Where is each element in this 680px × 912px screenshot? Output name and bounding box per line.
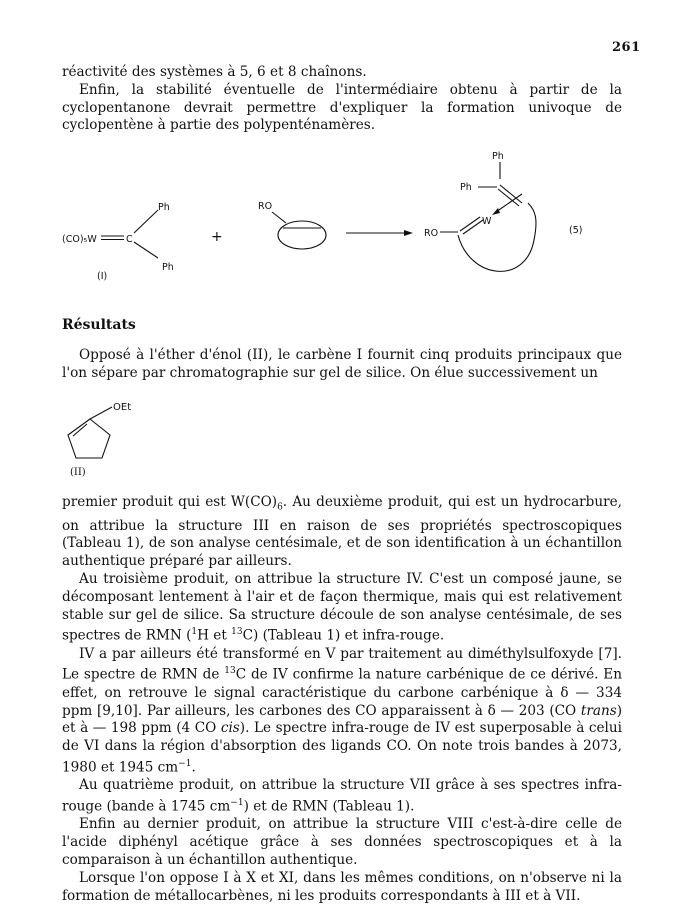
coordination-arrow (496, 194, 522, 212)
body-text (62, 494, 622, 905)
paragraph-five: Enfin au dernier produit, on attribue la structure VIII c'est-à-dire celle de l'acide diphényl acétique grâce à ses données spectroscopiques et à la comparaison à un échantillon authentique. (62, 816, 622, 868)
paragraph-a (62, 347, 622, 383)
phenyl-label-top: Ph (158, 202, 170, 213)
phenyl-label-b: Ph (460, 182, 472, 193)
paragraph-four: Au quatrième produit, on attribue la structure VII grâce à ses spectres infra-rouge (bande à 1745 $cm^{-1}$) et de RMN (Tableau 1). (62, 777, 622, 815)
ring-shape (278, 221, 326, 249)
paragraph-a-text: Opposé à l'éther d'énol (II), le carbène I fournit cinq produits principaux que l'on sépare par chromatographie sur gel de silice. On élue successivement un (62, 347, 622, 381)
phenyl-label-bottom: Ph (162, 262, 174, 273)
bond-line (272, 212, 286, 223)
intro-line: réactivité des systèmes à 5, 6 et 8 chaînons. (62, 64, 367, 80)
carbene-carbon: C (126, 234, 133, 245)
intro-text (62, 64, 622, 135)
compound-label-one: (I) (97, 271, 108, 282)
reaction-scheme (0, 145, 680, 305)
paragraph-one: premier produit qui est $W(CO)_6$. Au deuxième produit, qui est un hydrocarbure, on attribue la structure III en raison de ses propriétés spectroscopiques (Tableau 1), de son analyse centésimale, et de son identification à un échantillon authentique préparé par ailleurs. (62, 494, 623, 570)
results-heading: Résultats (62, 317, 136, 333)
compound-label-two: (II) (70, 467, 86, 478)
coordination-arrow-head (492, 208, 500, 215)
bond-line (134, 242, 158, 258)
ethoxy-label: OEt (113, 402, 132, 413)
paragraph-six: Lorsque l'on oppose I à X et XI, dans les mêmes conditions, on n'observe ni la formation de métallocarbènes, ni les produits correspondants à III et à VII. (62, 869, 622, 904)
alkene-line (500, 185, 522, 203)
equation-number: (5) (569, 225, 583, 236)
plus-sign: + (211, 229, 223, 245)
cyclopentene-ring (68, 419, 110, 458)
bond-line (134, 210, 158, 233)
bond-line (90, 407, 112, 419)
complex-formula: (CO)₅W (62, 234, 97, 245)
ro-label-left: RO (258, 201, 273, 212)
paragraph-two: Au troisième produit, on attribue la structure IV. C'est un composé jaune, se décomposant lentement à l'air et de façon thermique, mais qui est relativement stable sur gel de silice. Sa structure découle de son analyse centésimale, de ses spectres de RMN ($^1$H et $^{13}$C) (Tableau 1) et infra-rouge. (62, 570, 622, 644)
compound-two-structure (0, 390, 680, 480)
page-number: 261 (612, 40, 641, 55)
ro-label-right: RO (424, 228, 439, 239)
reaction-arrow-head (404, 230, 413, 236)
intro-paragraph: Enfin, la stabilité éventuelle de l'intermédiaire obtenu à partir de la cyclopentanone devrait permettre d'expliquer la formation univoque de cyclopentène à partie des polypenténamères. (62, 81, 622, 134)
tungsten-label: W (482, 216, 492, 227)
phenyl-label-a: Ph (492, 151, 504, 162)
paragraph-three: IV a par ailleurs été transformé en V par traitement au diméthylsulfoxyde [7]. Le spectre de RMN de $^{13}$C de IV confirme la nature carbénique de ce dérivé. En effet, on retrouve le signal caractéristique du carbone carbénique à δ — 334 ppm [9,10]. Par ailleurs, les carbones des CO apparaissent à δ — 203 (CO trans) et à — 198 ppm (4 CO cis). Le spectre infra-rouge de IV est superposable à celui de VI dans la région d'absorption des ligands CO. On note trois bandes à 2073, 1980 et 1945 $cm^{-1}$. (62, 645, 622, 776)
